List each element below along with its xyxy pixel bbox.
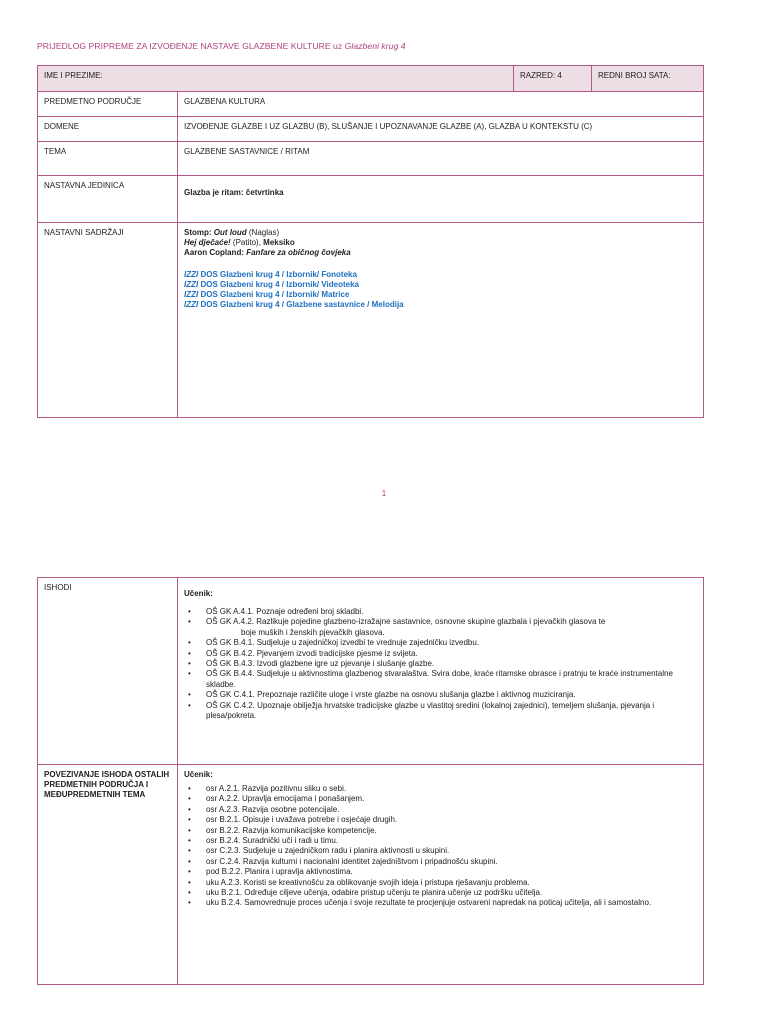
- resource-link-prefix: IZZI: [184, 290, 199, 299]
- list-item: • pod B.2.2. Planira i upravlja aktivnostima.: [206, 867, 697, 877]
- content-line-2-a: Hej dječaće!: [184, 238, 231, 247]
- resource-link-prefix: IZZI: [184, 270, 199, 279]
- list-item: • osr C.2.3. Sudjeluje u zajedničkom radu i planira aktivnosti u skupini.: [206, 846, 697, 856]
- domains-row: [38, 117, 704, 142]
- content-label: NASTAVNI SADRŽAJI: [38, 223, 178, 418]
- page-number: 1: [381, 489, 387, 498]
- list-item: • OŠ GK A.4.1. Poznaje određeni broj skladbi.: [206, 607, 697, 617]
- list-item: • OŠ GK C.4.1. Prepoznaje različite uloge i vrste glazbe na osnovu slušanja glazbe i aktivnog muziciranja.: [206, 690, 697, 700]
- list-item: • uku B.2.1. Određuje ciljeve učenja, odabire pristup učenju te planira učenje uz podršku učitelja.: [206, 888, 697, 898]
- content-cell: [178, 223, 704, 418]
- content-line-1-a: Stomp:: [184, 228, 214, 237]
- list-item-continuation: boje muških i ženskih pjevačkih glasova.: [241, 627, 385, 637]
- list-item: • uku B.2.4. Samovrednuje proces učenja i svoje rezultate te procjenjuje ostvareni napredak na poticaj učitelja, ali i samostalno.: [206, 898, 697, 908]
- list-item: • osr B.2.4. Suradnički uči i radi u timu.: [206, 836, 697, 846]
- unit-cell: [178, 176, 704, 223]
- content-line-3: [184, 248, 697, 258]
- list-item: • OŠ GK B.4.3. Izvodi glazbene igre uz pjevanje i slušanje glazbe.: [206, 659, 697, 669]
- resource-link-text: DOS Glazbeni krug 4 / Glazbene sastavnice / Melodija: [198, 300, 404, 309]
- resource-link[interactable]: [184, 290, 697, 300]
- list-item: • OŠ GK C.4.2. Upoznaje obilježja hrvatske tradicijske glazbe u vlastitoj sredini (lokalnoj zajednici), temeljem slušanja, pjevanja i plesa/pokreta.: [206, 701, 697, 722]
- resource-link[interactable]: [184, 300, 697, 310]
- outcomes-row: [38, 578, 704, 765]
- subject-area-value: GLAZBENA KULTURA: [178, 92, 704, 117]
- list-item: • uku A.2.3. Koristi se kreativnošću za oblikovanje svojih ideja i pristupa rješavanju problema.: [206, 878, 697, 888]
- cross-curricular-heading: Učenik:: [184, 770, 213, 779]
- topic-label: TEMA: [38, 142, 178, 176]
- document-title: [37, 41, 406, 51]
- outcomes-list: [184, 607, 697, 721]
- cross-curricular-label: POVEZIVANJE ISHODA OSTALIH PREDMETNIH PODRUČJA I MEĐUPREDMETNIH TEMA: [38, 765, 178, 985]
- content-line-2-c: Meksiko: [263, 238, 295, 247]
- resource-link-text: DOS Glazbeni krug 4 / Izbornik/ Matrice: [198, 290, 350, 299]
- unit-label: NASTAVNA JEDINICA: [38, 176, 178, 223]
- subject-area-row: [38, 92, 704, 117]
- list-item: • osr A.2.2. Upravlja emocijama i ponašanjem.: [206, 794, 697, 804]
- list-item: • osr A.2.3. Razvija osobne potencijale.: [206, 805, 697, 815]
- topic-value: GLAZBENE SASTAVNICE / RITAM: [178, 142, 704, 176]
- grade-field[interactable]: RAZRED: 4: [514, 66, 592, 92]
- content-line-2: [184, 238, 697, 248]
- resource-link-prefix: IZZI: [184, 280, 199, 289]
- resource-link[interactable]: [184, 270, 697, 280]
- content-line-1-b: Out loud: [213, 228, 247, 237]
- resource-link[interactable]: [184, 280, 697, 290]
- domains-label: DOMENE: [38, 117, 178, 142]
- topic-row: [38, 142, 704, 176]
- unit-value: Glazba je ritam: četvrtinka: [184, 188, 284, 197]
- list-item: • osr C.2.4. Razvija kulturni i nacionalni identitet zajedništvom i pripadnošću skupini.: [206, 857, 697, 867]
- content-line-1: [184, 228, 697, 238]
- content-line-3-a: Aaron Copland:: [184, 248, 247, 257]
- resource-link-text: DOS Glazbeni krug 4 / Izbornik/ Videoteka: [198, 280, 359, 289]
- domains-value: IZVOĐENJE GLAZBE I UZ GLAZBU (B), SLUŠANJE I UPOZNAVANJE GLAZBE (A), GLAZBA U KONTEKSTU (C): [178, 117, 704, 142]
- resource-link-text: DOS Glazbeni krug 4 / Izbornik/ Fonoteka: [198, 270, 357, 279]
- list-item-text: OŠ GK A.4.2. Razlikuje pojedine glazbeno-izražajne sastavnice, osnovne skupine glazbala i pjevačkih glasova te: [206, 617, 606, 627]
- title-prefix: PRIJEDLOG PRIPREME ZA IZVOĐENJE NASTAVE GLAZBENE KULTURE uz: [37, 41, 345, 51]
- title-book-name: Glazbeni krug 4: [344, 41, 406, 51]
- lesson-number-field[interactable]: REDNI BROJ SATA:: [592, 66, 704, 92]
- list-item: • osr B.2.1. Opisuje i uvažava potrebe i osjećaje drugih.: [206, 815, 697, 825]
- subject-area-label: PREDMETNO PODRUČJE: [38, 92, 178, 117]
- outcomes-table: [37, 577, 704, 985]
- resource-link-prefix: IZZI: [184, 300, 199, 309]
- list-item: [206, 617, 697, 638]
- list-item: • OŠ GK B.4.4. Sudjeluje u aktivnostima glazbenog stvaralaštva. Svira dobe, kraće ritamske obrasce i pratnju te kraće instrumentalne skladbe.: [206, 669, 697, 690]
- content-row: [38, 223, 704, 418]
- cross-curricular-cell: [178, 765, 704, 985]
- unit-row: [38, 176, 704, 223]
- list-item: • osr B.2.2. Razvija komunikacijske kompetencije.: [206, 826, 697, 836]
- content-line-2-b: (Patito),: [230, 238, 264, 247]
- cross-curricular-list: [184, 784, 697, 909]
- outcomes-heading: Učenik:: [184, 589, 213, 598]
- outcomes-cell: [178, 578, 704, 765]
- lesson-plan-table: [37, 65, 704, 418]
- list-item: • OŠ GK B.4.2. Pjevanjem izvodi tradicijske pjesme iz svijeta.: [206, 649, 697, 659]
- list-item: • OŠ GK B.4.1. Sudjeluje u zajedničkoj izvedbi te vrednuje zajedničku izvedbu.: [206, 638, 697, 648]
- list-item: • osr A.2.1. Razvija pozitivnu sliku o sebi.: [206, 784, 697, 794]
- cross-curricular-row: [38, 765, 704, 985]
- content-line-1-c: (Naglas): [246, 228, 280, 237]
- content-line-3-b: Fanfare za običnog čovjeka: [246, 248, 351, 257]
- name-field[interactable]: IME I PREZIME:: [38, 66, 514, 92]
- outcomes-label: ISHODI: [38, 578, 178, 765]
- name-row: [38, 66, 704, 92]
